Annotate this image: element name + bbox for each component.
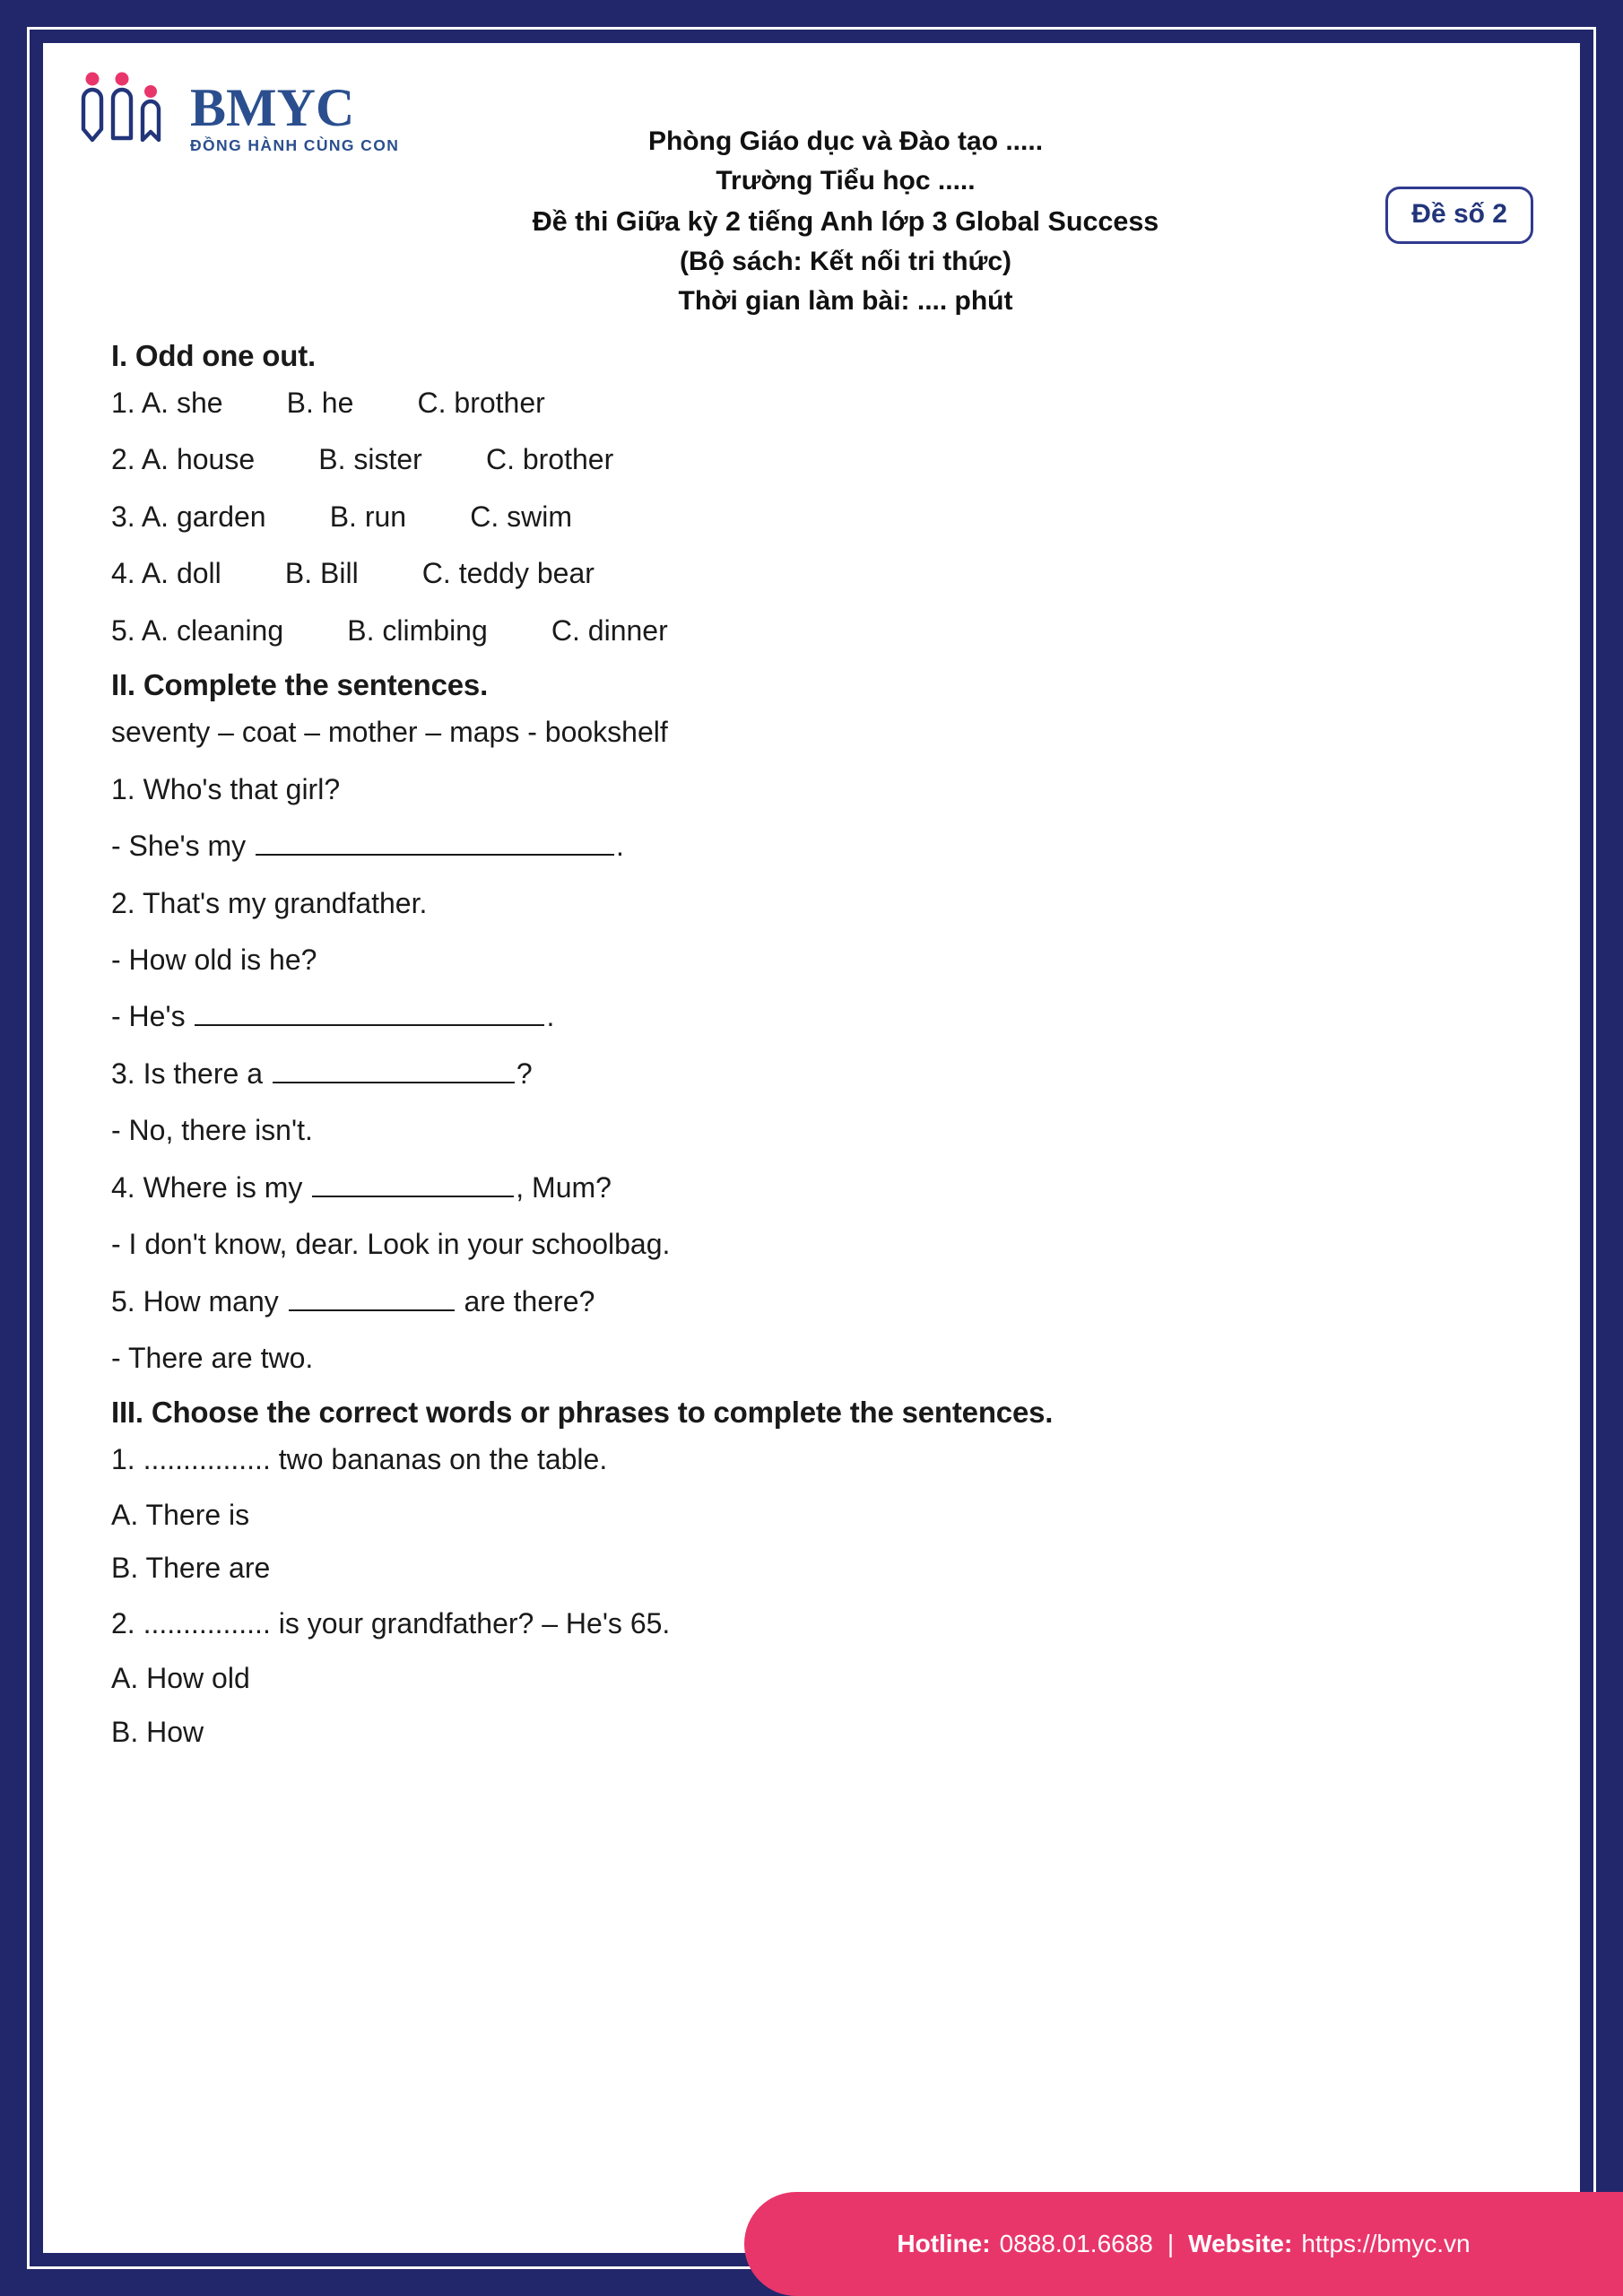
section-3-heading: III. Choose the correct words or phrases to complete the sentences.: [111, 1396, 1054, 1430]
hotline-label: Hotline:: [897, 2230, 991, 2257]
footer-separator: |: [1167, 2230, 1175, 2257]
section-2-q1-answer: [111, 818, 1580, 874]
bmyc-logo: [75, 72, 399, 155]
q2-answer-blank[interactable]: [195, 1001, 544, 1026]
section-2-q3-answer: - No, there isn't.: [111, 1114, 313, 1147]
section-1-item: 4. A. doll B. Bill C. teddy bear: [111, 557, 595, 590]
contact-footer-bar: [744, 2192, 1623, 2296]
q1-answer-suffix: .: [616, 830, 624, 863]
exam-body: [43, 339, 1580, 1759]
q3-prefix: 3. Is there a: [111, 1057, 271, 1090]
section-2-q1: 1. Who's that girl?: [111, 772, 341, 805]
section-2-q5: [111, 1274, 1580, 1330]
section-1-heading: I. Odd one out.: [111, 339, 316, 372]
page-frame-inner-rule: [30, 30, 1593, 2266]
page-frame-gap: [27, 27, 1596, 2269]
section-1-item: 1. A. she B. he C. brother: [111, 387, 545, 419]
q4-blank[interactable]: [312, 1172, 514, 1197]
q5-suffix: are there?: [456, 1284, 595, 1318]
section-2-q2: 2. That's my grandfather.: [111, 886, 428, 919]
exam-number-badge: Đề số 2: [1385, 187, 1533, 244]
section-3-q1-option-b[interactable]: B. There are: [111, 1552, 271, 1585]
department-line: Phòng Giáo dục và Đào tạo .....: [647, 126, 1044, 156]
section-2-q3: [111, 1046, 1580, 1102]
section-2-wordbank: seventy – coat – mother – maps - bookshelf: [111, 716, 668, 749]
section-1-item: 5. A. cleaning B. climbing C. dinner: [111, 613, 668, 647]
q1-answer-blank[interactable]: [256, 831, 614, 856]
section-1-item: 3. A. garden B. run C. swim: [111, 500, 572, 533]
paper-sheet: [43, 43, 1580, 2253]
duration-line: Thời gian làm bài: .... phút: [678, 286, 1013, 317]
q5-blank[interactable]: [289, 1286, 455, 1311]
q3-suffix: ?: [516, 1057, 533, 1090]
website-label: Website:: [1188, 2230, 1293, 2257]
hotline-value[interactable]: 0888.01.6688: [999, 2230, 1153, 2257]
exam-name-line: Đề thi Giữa kỳ 2 tiếng Anh lớp 3 Global Success: [532, 205, 1159, 237]
logo-tagline-text: ĐỒNG HÀNH CÙNG CON: [190, 135, 400, 154]
section-2-q2-prompt: - How old is he?: [111, 943, 317, 976]
section-2-q5-answer: - There are two.: [111, 1342, 314, 1374]
section-2-q4: [111, 1160, 1580, 1216]
section-3-q1: 1. ................ two bananas on the table.: [111, 1443, 608, 1476]
book-series-line: (Bộ sách: Kết nối tri thức): [679, 246, 1012, 276]
section-2-q4-answer: - I don't know, dear. Look in your schoolbag.: [111, 1228, 671, 1261]
section-3-q1-option-a[interactable]: A. There is: [111, 1498, 250, 1531]
q4-suffix: , Mum?: [516, 1170, 612, 1204]
website-value[interactable]: https://bmyc.vn: [1301, 2230, 1471, 2257]
section-3-q2-option-a[interactable]: A. How old: [111, 1662, 250, 1695]
section-3-q2: 2. ................ is your grandfather? – He's 65.: [111, 1606, 671, 1639]
section-3-q2-option-b[interactable]: B. How: [111, 1715, 204, 1748]
q1-answer-prefix: - She's my: [111, 830, 255, 863]
school-line: Trường Tiểu học .....: [716, 166, 976, 196]
q2-answer-prefix: - He's: [111, 1000, 194, 1033]
exam-title-block: [429, 122, 1263, 322]
q5-prefix: 5. How many: [111, 1284, 287, 1318]
section-1-item: 2. A. house B. sister C. brother: [111, 443, 614, 476]
document-header: [43, 43, 1580, 339]
q3-blank[interactable]: [273, 1058, 515, 1083]
q4-prefix: 4. Where is my: [111, 1170, 311, 1204]
logo-wordmark: [190, 78, 400, 155]
section-2-heading: II. Complete the sentences.: [111, 668, 489, 702]
bmyc-figures-logo-icon: [75, 72, 179, 153]
q2-answer-suffix: .: [546, 1000, 555, 1033]
section-2-q2-answer: [111, 988, 1580, 1045]
logo-brand-text: BMYC: [190, 78, 355, 137]
